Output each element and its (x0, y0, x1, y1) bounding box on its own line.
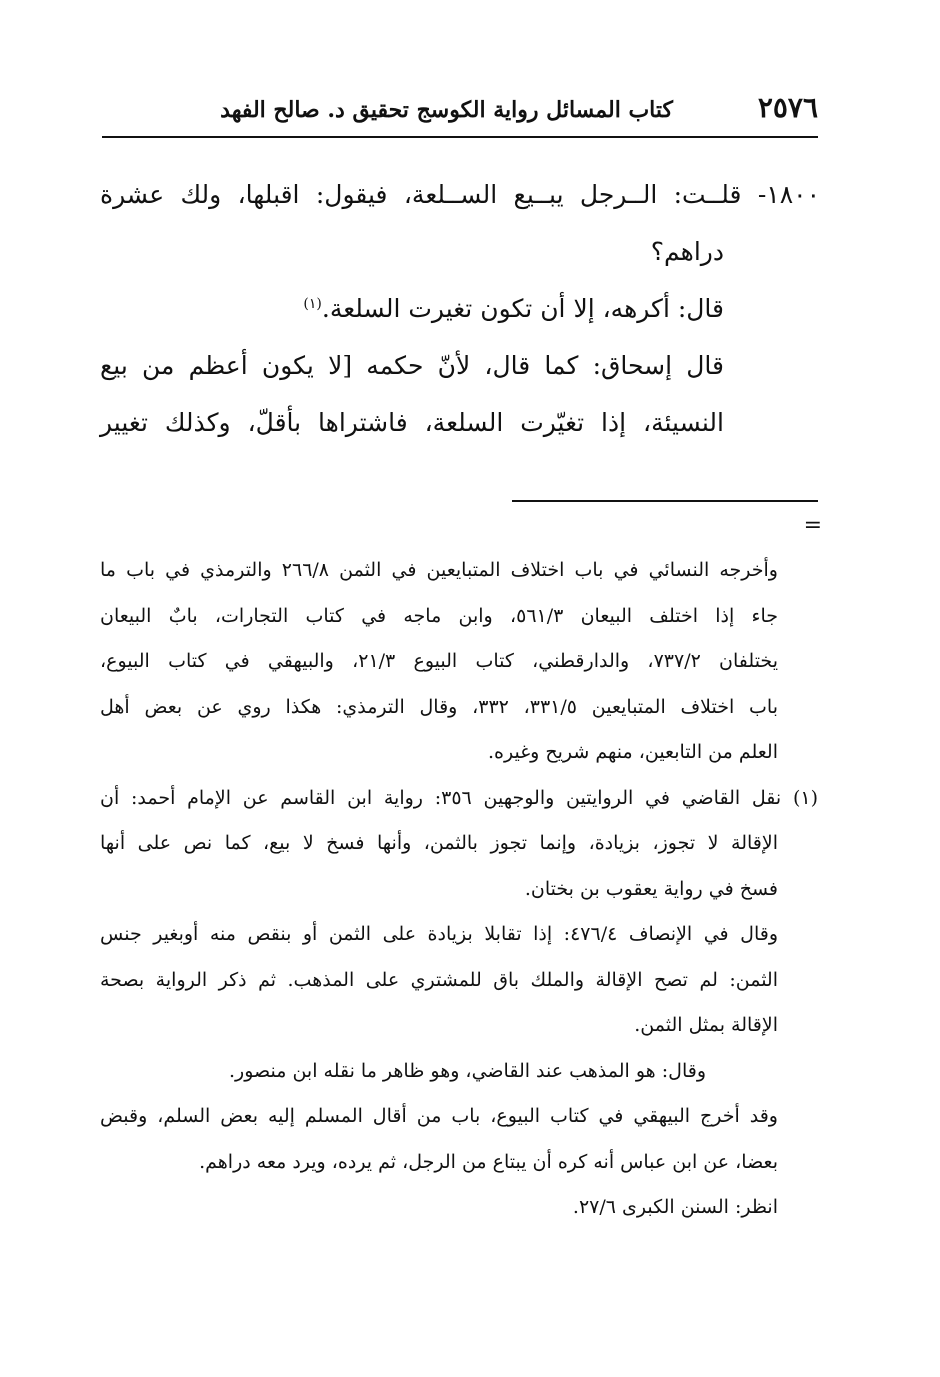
footnote-1-line: الثمن: لم تصح الإقالة والملك باق للمشتري على المذهب. ثم ذكر الرواية بصحة (100, 968, 778, 991)
footnote-1-line: الإقالة لا تجوز، بزيادة، وإنما تجوز بالثمن، وأنها فسخ لا بيع، كما نص على أنها (100, 832, 778, 854)
footnote-1-line: فسخ في رواية يعقوب بن بختان. (524, 877, 778, 900)
footnote-line: يختلفان ٧٣٧/٢، والدارقطني، كتاب البيوع ٢١/٣، والبيهقي في كتاب البيوع، (100, 650, 778, 672)
footnote-line: العلم من التابعين، منهم شريح وغيره. (488, 741, 778, 763)
question-line-1: ١٨٠٠- قلــت: الــرجل يبــيع الســلعة، فيقول: اقبلها، ولك عشرة (100, 180, 820, 209)
footnote-line: جاء إذا اختلف البيعان ٥٦١/٣، وابن ماجه في كتاب التجارات، بابٌ البيعان (100, 604, 778, 627)
page-number: ٢٥٧٦ (757, 91, 818, 124)
ishaq-line-1: قال إسحاق: كما قال، لأنّ حكمه [لا يكون أعظم من بيع (100, 351, 724, 380)
ahmad-answer (100, 280, 820, 337)
ishaq-line-2: النسيئة، إذا تغيّرت السلعة، فاشتراها بأقلّ، وكذلك تغيير (100, 408, 724, 437)
running-title: كتاب المسائل رواية الكوسج تحقيق د. صالح الفهد (220, 97, 673, 123)
ahmad-answer-text: قال: أكرهه، إلا أن تكون تغيرت السلعة. (321, 294, 724, 323)
footnote-line: باب اختلاف المتبايعين ٣٣١/٥، ٣٣٢، وقال الترمذي: هكذا روي عن بعض أهل (100, 695, 778, 718)
footnote-1-line: وقال: هو المذهب عند القاضي، وهو ظاهر ما نقله ابن منصور. (228, 1059, 706, 1082)
footnote-ref-1: (١) (303, 296, 322, 312)
page-header (102, 88, 818, 132)
footnote-1-line: الإقالة بمثل الثمن. (634, 1014, 778, 1036)
footnote-1-line: بعضا، عن ابن عباس أنه كره أن يبتاع من الرجل، ثم يرده، ويرد معه دراهم. (199, 1150, 778, 1173)
footnote-1-line: انظر: السنن الكبرى ٢٧/٦. (572, 1196, 778, 1218)
main-text (100, 166, 820, 451)
footnote-1-line: وقال في الإنصاف ٤٧٦/٤: إذا تقابلا بزيادة على الثمن أو بنقص منه أوبغير جنس (100, 923, 778, 945)
footnote-line: وأخرجه النسائي في باب اختلاف المتبايعين في الثمن ٢٦٦/٨ والترمذي في باب ما (100, 559, 778, 581)
footnote-1-line: (١) نقل القاضي في الروايتين والوجهين ٣٥٦: رواية ابن القاسم عن الإمام أحمد: أن (100, 786, 818, 809)
footnote-separator (512, 500, 818, 502)
footnote-1-line: وقد أخرج البيهقي في كتاب البيوع، باب من أقال المسلم إليه بعض السلم، وقبض (100, 1105, 778, 1127)
question-line-2: دراهم؟ (650, 237, 724, 266)
header-rule (102, 136, 818, 138)
footnotes (100, 548, 818, 1231)
continuation-mark: = (803, 513, 822, 538)
